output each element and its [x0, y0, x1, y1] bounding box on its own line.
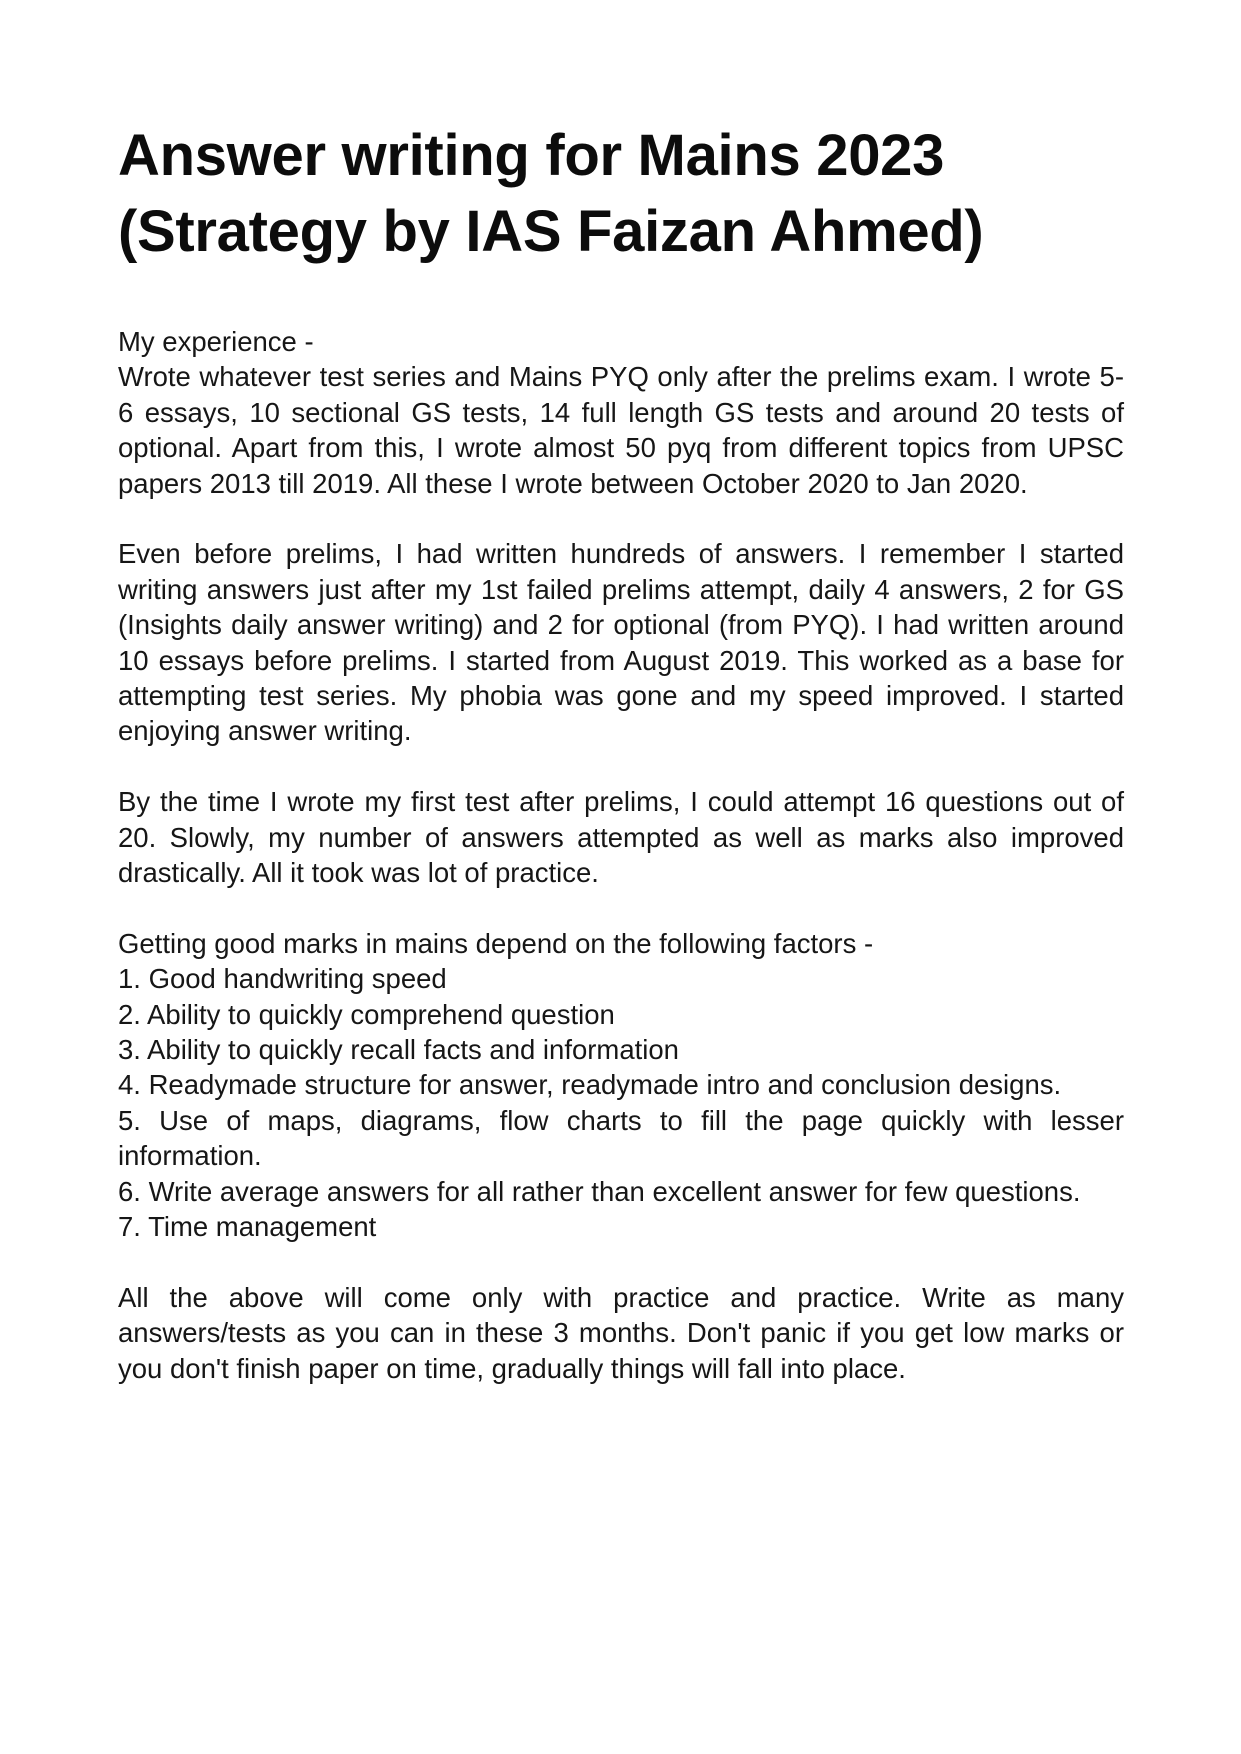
factor-item: 3. Ability to quickly recall facts and information [118, 1034, 679, 1066]
factors-list [118, 961, 1124, 1244]
factor-item: 5. Use of maps, diagrams, flow charts to fill the page quickly with lesser information. [118, 1104, 1124, 1172]
title-line-2: (Strategy by IAS Faizan Ahmed) [118, 199, 984, 264]
first-test-paragraph: By the time I wrote my first test after prelims, I could attempt 16 questions out of 20. Slowly, my number of answers attempted as well as marks also improved drastically. All it took was lot of practice. [118, 786, 1124, 889]
experience-heading: My experience - [118, 326, 314, 357]
factors-heading: Getting good marks in mains depend on the following factors - [118, 927, 874, 959]
document-page [118, 118, 1124, 1422]
title-line-1: Answer writing for Mains 2023 [118, 123, 945, 188]
document-title [118, 118, 1124, 270]
document-body [118, 324, 1124, 1386]
factor-item: 6. Write average answers for all rather than excellent answer for few questions. [118, 1175, 1081, 1207]
factor-item: 7. Time management [118, 1211, 377, 1243]
factor-item: 2. Ability to quickly comprehend question [118, 998, 615, 1030]
experience-paragraph: Wrote whatever test series and Mains PYQ only after the prelims exam. I wrote 5-6 essays, 10 sectional GS tests, 14 full length GS tests and around 20 tests of optional. Apart from this, I wrote almost 50 pyq from different topics from UPSC papers 2013 till 2019. All these I wrote between October 2020 to Jan 2020. [118, 361, 1124, 499]
closing-paragraph: All the above will come only with practice and practice. Write as many answers/tests as you can in these 3 months. Don't panic if you get low marks or you don't finish paper on time, gradually things will fall into place. [118, 1281, 1124, 1384]
prelims-paragraph: Even before prelims, I had written hundreds of answers. I remember I started writing answers just after my 1st failed prelims attempt, daily 4 answers, 2 for GS (Insights daily answer writing) and 2 for optional (from PYQ). I had written around 10 essays before prelims. I started from August 2019. This worked as a base for attempting test series. My phobia was gone and my speed improved. I started enjoying answer writing. [118, 538, 1124, 747]
factor-item: 4. Readymade structure for answer, readymade intro and conclusion designs. [118, 1069, 1062, 1101]
factor-item: 1. Good handwriting speed [118, 963, 447, 995]
